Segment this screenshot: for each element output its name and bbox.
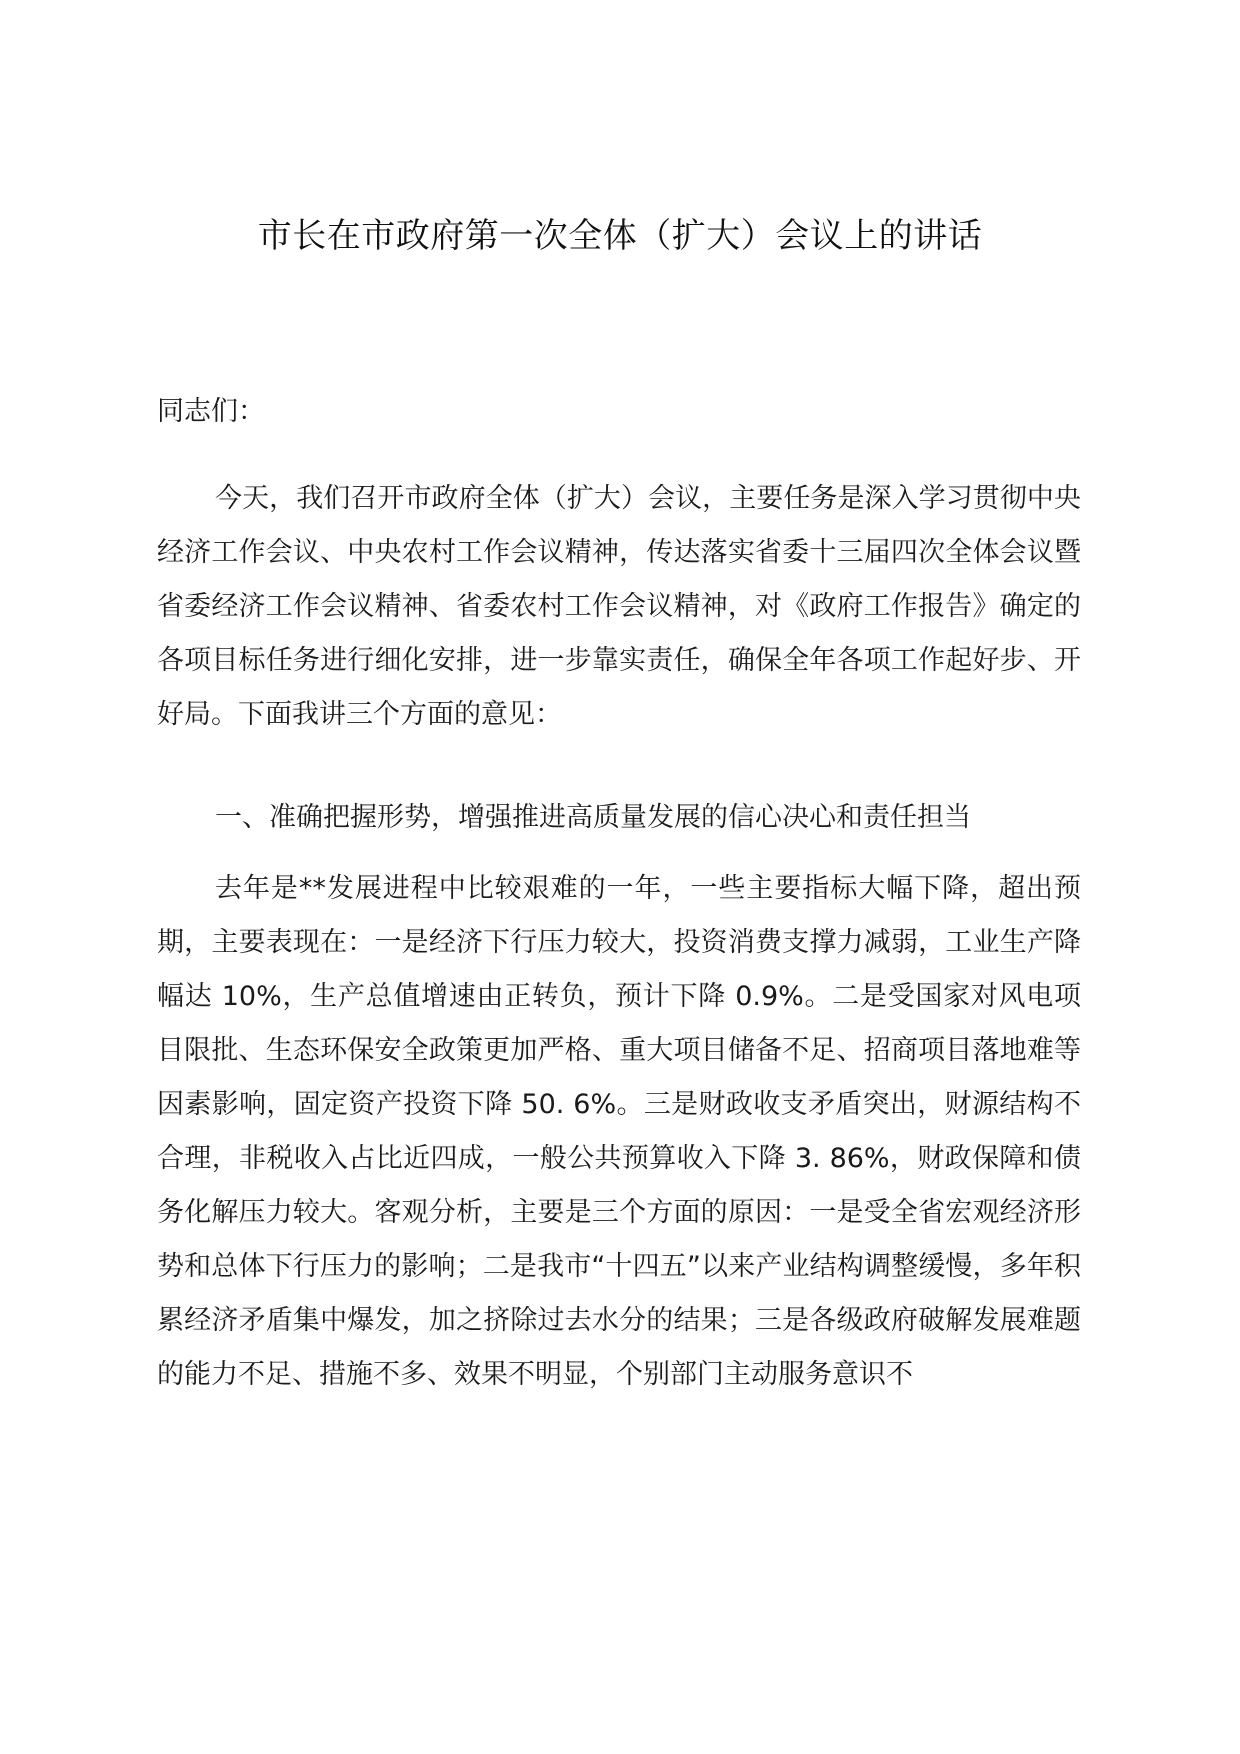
- salutation: 同志们：: [157, 396, 265, 427]
- document-title: 市长在市政府第一次全体（扩大）会议上的讲话: [257, 216, 983, 256]
- section-heading-1: 一、准确把握形势，增强推进高质量发展的信心决心和责任担当: [215, 802, 971, 833]
- paragraph-situation: 去年是**发展进程中比较艰难的一年，一些主要指标大幅下降，超出预期，主要表现在：一是经济下行压力较大，投资消费支撑力减弱，工业生产降幅达 10%，生产总值增速由正转负，预计下降 0.9%。二是受国家对风电项目限批、生态环保安全政策更加严格、重大项目储备不足、招商项目落地难等因素影响，固定资产投资下降 50. 6%。三是财政收支矛盾突出，财源结构不合理，非税收入占比近四成，一般公共预算收入下降 3. 86%，财政保障和债务化解压力较大。客观分析，主要是三个方面的原因：一是受全省宏观经济形势和总体下行压力的影响；二是我市“十四五”以来产业结构调整缓慢，多年积累经济矛盾集中爆发，加之挤除过去水分的结果；三是各级政府破解发展难题的能力不足、措施不多、效果不明显，个别部门主动服务意识不: [157, 873, 1081, 1390]
- paragraph-intro: 今天，我们召开市政府全体（扩大）会议，主要任务是深入学习贯彻中央经济工作会议、中央农村工作会议精神，传达落实省委十三届四次全体会议暨省委经济工作会议精神、省委农村工作会议精神，对《政府工作报告》确定的各项目标任务进行细化安排，进一步靠实责任，确保全年各项工作起好步、开好局。下面我讲三个方面的意见：: [157, 483, 1081, 730]
